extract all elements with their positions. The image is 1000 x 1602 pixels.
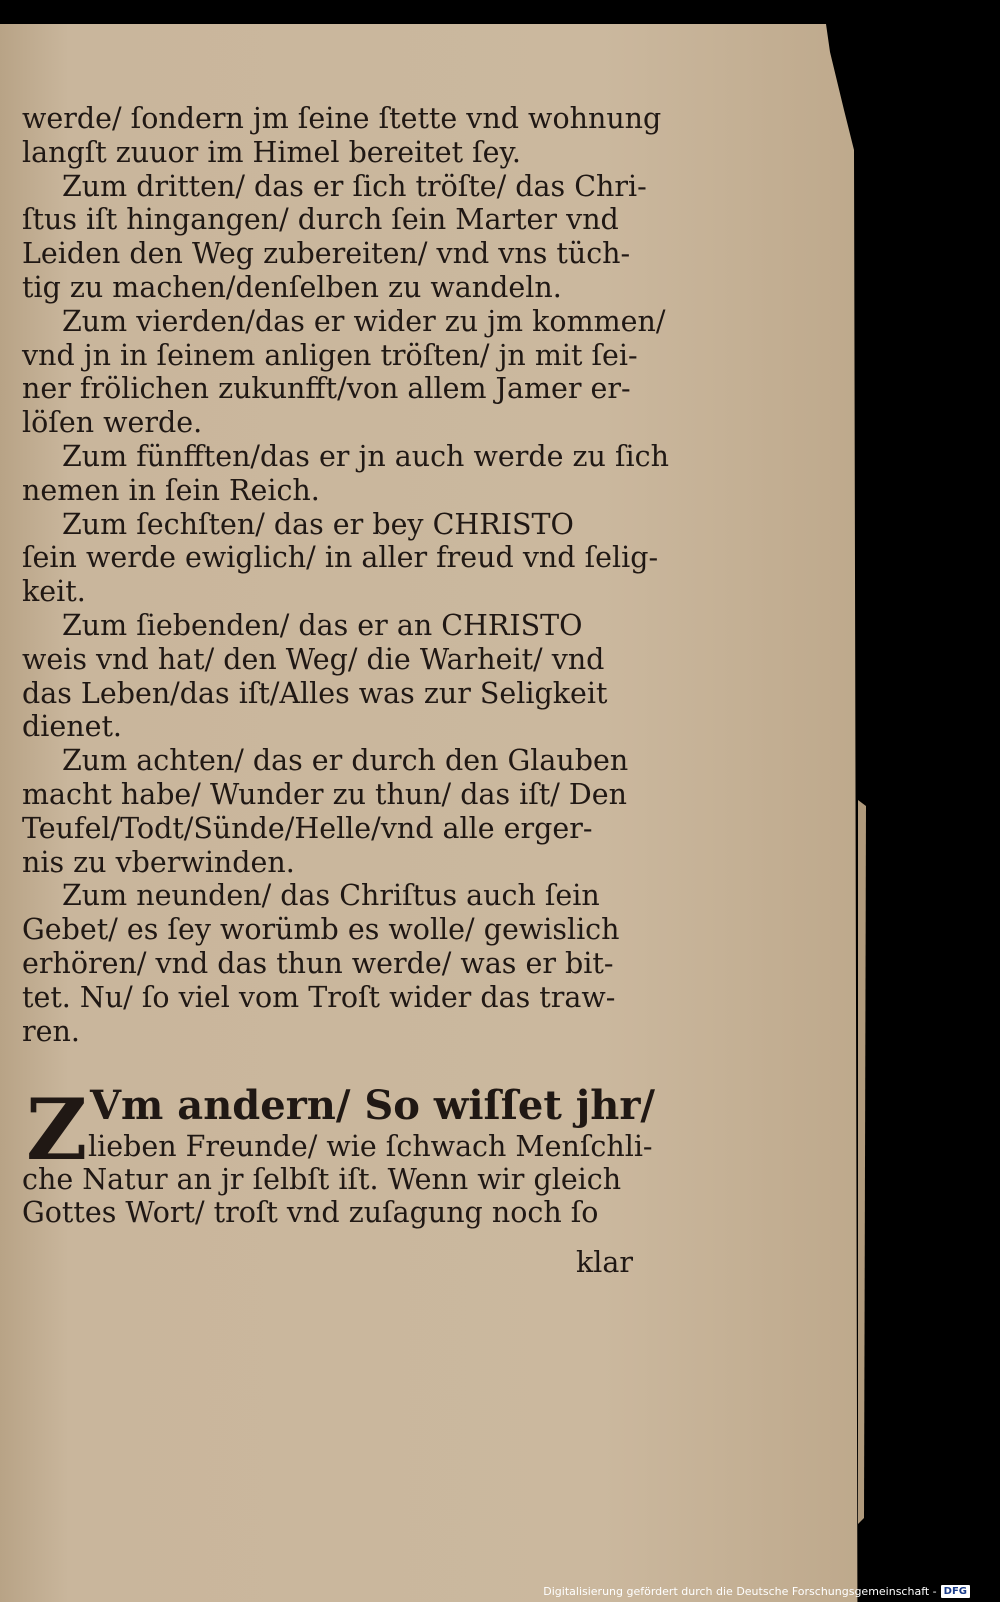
chapter-heading: Vm andern/ So wiſſet jhr/ (90, 1082, 656, 1129)
text-line: macht habe/ Wunder zu thun/ das iſt/ Den (22, 777, 627, 811)
text-line: Zum achten/ das er durch den Glauben (62, 744, 629, 778)
text-line: Zum fünfften/das er jn auch werde zu ſich (62, 439, 669, 473)
text-line: Zum ſiebenden/ das er an CHRISTO (62, 608, 583, 642)
text-line: Zum vierden/das er wider zu jm kommen/ (62, 304, 666, 338)
body-text (22, 102, 669, 1048)
text-line: löſen werde. (22, 406, 203, 440)
text-line: vnd jn in ſeinem anligen tröſten/ jn mit ſei- (22, 338, 638, 372)
text-line: Leiden den Weg zubereiten/ vnd vns tüch- (22, 237, 631, 271)
text-line: ſtus iſt hingangen/ durch ſein Marter vnd (22, 203, 619, 237)
decorated-initial: Z (26, 1080, 88, 1179)
text-line: langſt zuuor im Himel bereitet ſey. (22, 135, 521, 169)
chapter-line: Gottes Wort/ troſt vnd zuſagung noch ſo (22, 1196, 599, 1229)
text-line: Zum dritten/ das er ſich tröſte/ das Chri- (62, 169, 647, 203)
text-line: nemen in ſein Reich. (22, 473, 320, 507)
text-line: tet. Nu/ ſo viel vom Troſt wider das traw- (22, 980, 616, 1014)
text-line: tig zu machen/denſelben zu wandeln. (22, 270, 562, 304)
footer-text: Digitalisierung gefördert durch die Deutsche Forschungsgemeinschaft - (543, 1585, 937, 1598)
text-line: keit. (22, 575, 86, 609)
chapter-lines (22, 1130, 652, 1229)
text-line: ſein werde ewiglich/ in aller freud vnd ſelig- (22, 541, 659, 575)
text-line: ner frölichen zukunfft/von allem Jamer er- (22, 372, 631, 406)
text-line: weis vnd hat/ den Weg/ die Warheit/ vnd (22, 642, 605, 676)
text-line: Zum neunden/ das Chriſtus auch ſein (62, 879, 600, 913)
text-line: ren. (22, 1014, 80, 1048)
text-line: nis zu vberwinden. (22, 845, 295, 879)
text-line: Zum ſechſten/ das er bey CHRISTO (62, 507, 574, 541)
chapter-line: che Natur an jr ſelbſt iſt. Wenn wir gleich (22, 1163, 622, 1196)
text-line: werde/ ſondern jm ſeine ſtette vnd wohnung (22, 102, 662, 135)
chapter-line: lieben Freunde/ wie ſchwach Menſchli- (88, 1130, 653, 1163)
text-line: erhören/ vnd das thun werde/ was er bit- (22, 946, 614, 980)
text-line: Teufel/Todt/Sünde/Helle/vnd alle erger- (22, 811, 593, 845)
footer-credit (543, 1585, 970, 1598)
text-line: das Leben/das iſt/Alles was zur Seligkeit (22, 676, 608, 710)
dfg-logo: DFG (941, 1585, 970, 1598)
catchword: klar (576, 1246, 633, 1279)
text-line: dienet. (22, 710, 122, 744)
text-line: Gebet/ es ſey worümb es wolle/ gewislich (22, 913, 620, 947)
